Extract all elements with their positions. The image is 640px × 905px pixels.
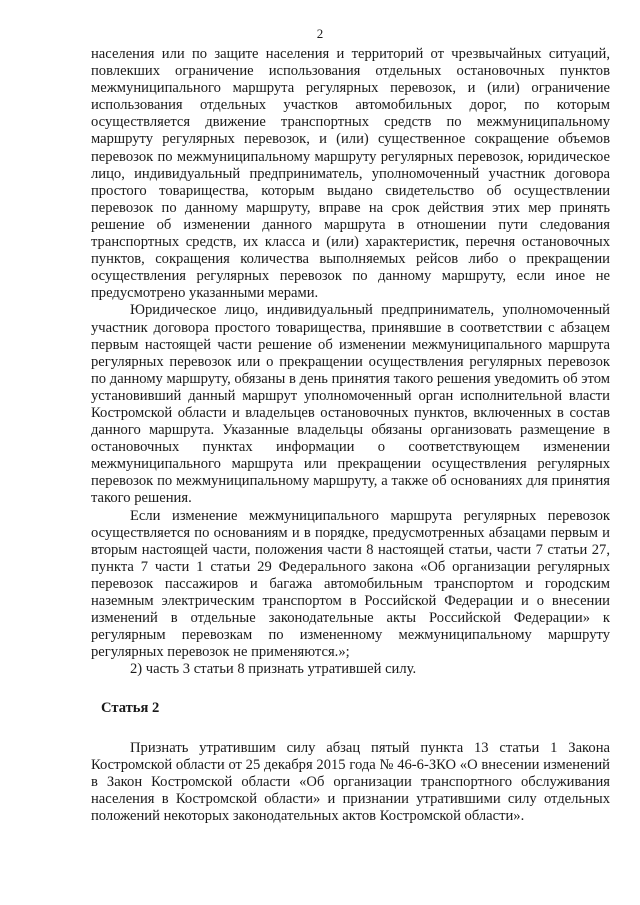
article-2-heading: Статья 2 [101,700,160,717]
article-2-text: Признать утратившим силу абзац пятый пункта 13 статьи 1 Закона Костромской области от 25 декабря 2015 года № 46-6-ЗКО «О внесении изменений в Закон Костромской области «Об организации транспортного обслуживания населения в Костромской области» и признании утратившими силу отдельных положений некоторых законодательных актов Костромской области». [91,739,610,824]
paragraph-2: Юридическое лицо, индивидуальный предприниматель, уполномоченный участник договора простого товарищества, принявшие в соответствии с абзацем первым настоящей части решение об изменении межмуниципального маршрута регулярных перевозок или о прекращении осуществления регулярных перевозок по данному маршруту, обязаны в день принятия такого решения уведомить об этом установивший данный маршрут уполномоченный орган исполнительной власти Костромской области и владельцев остановочных пунктов, включенных в состав данного маршрута. Указанные владельцы обязаны организовать размещение в остановочных пунктах информации о соответствующем изменении межмуниципального маршрута или прекращении осуществления регулярных перевозок по межмуниципальному маршруту, а также об основаниях для принятия такого решения. [91,302,610,507]
page-number: 2 [316,26,324,41]
document-body [91,46,610,825]
paragraph-1: населения или по защите населения и территорий от чрезвычайных ситуаций, повлекших ограничение использования отдельных остановочных пунктов межмуниципального маршрута регулярных перевозок, и (или) ограничение использования отдельных участков автомобильных дорог, по которым осуществляется движение транспортных средств по межмуниципальному маршруту регулярных перевозок, и (или) существенное сокращение объемов перевозок по межмуниципальному маршруту регулярных перевозок, юридическое лицо, индивидуальный предприниматель, уполномоченный участник договора простого товарищества, которым выдано свидетельство об осуществлении перевозок по данному маршруту, вправе на срок действия этих мер принять решение об изменении данного маршрута в отношении пути следования транспортных средств, их класса и (или) характеристик, перечня остановочных пунктов, сокращения количества выполняемых рейсов либо о прекращении осуществления регулярных перевозок по данному маршруту, если иное не предусмотрено указанными мерами. [91,46,610,302]
paragraph-3: Если изменение межмуниципального маршрута регулярных перевозок осуществляется по основаниям и в порядке, предусмотренных абзацами первым и вторым настоящей части, положения части 8 настоящей статьи, части 7 статьи 27, пункта 7 части 1 статьи 29 Федерального закона «Об организации регулярных перевозок пассажиров и багажа автомобильным транспортом и городским наземным электрическим транспортом в Российской Федерации и о внесении изменений в отдельные законодательные акты Российской Федерации» к регулярным перевозкам по измененному межмуниципальному маршруту регулярных перевозок не применяются.»; [91,507,610,661]
paragraph-4: 2) часть 3 статьи 8 признать утратившей силу. [130,661,417,678]
